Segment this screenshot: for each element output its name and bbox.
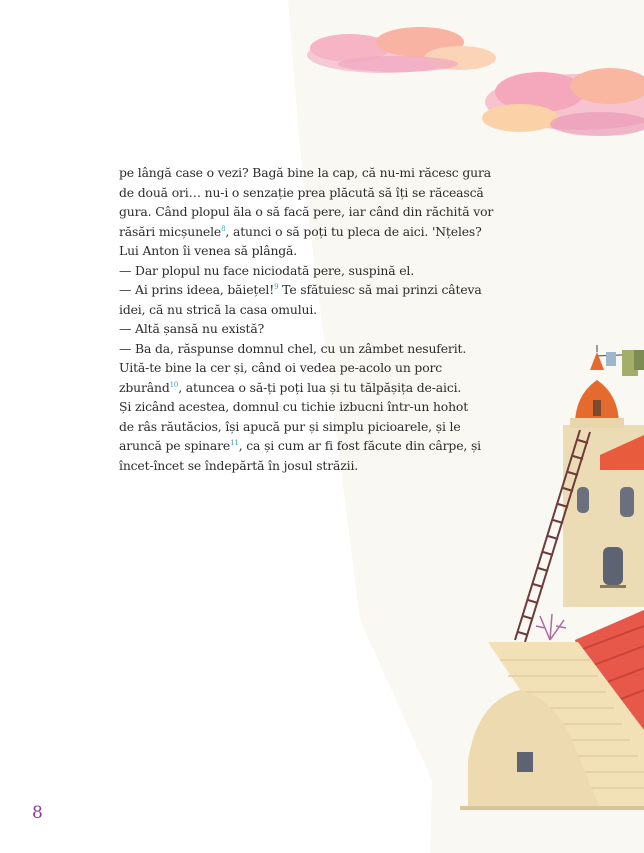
text-line: aruncă pe spinare$^{11}$, ca și cum ar fi fost făcute din cârpe, și — [119, 438, 481, 453]
text-line: Uită-te bine la cer și, când oi vedea pe-acolo un porc — [119, 360, 443, 375]
text-line: — Ba da, răspunse domnul chel, cu un zâmbet nesuferit. — [119, 340, 467, 356]
text-line: de râs răutăcios, își apucă pur și simplu picioarele, și le — [119, 418, 461, 434]
footnote-marker[interactable]: 9 — [274, 282, 279, 291]
text-line: zburând$^{10}$, atuncea o să-ți poți lua și tu tălpășița de-aici. — [119, 379, 462, 395]
text-line: — Altă șansă nu există? — [119, 321, 265, 336]
text-line: de două ori… nu-i o senzație prea plăcută să îți se răcească — [119, 184, 484, 200]
text-line: Și zicând acestea, domnul cu tichie izbucni într-un hohot — [119, 399, 469, 414]
text-line: răsări micșunele$^8$, atunci o să poți tu pleca de aici. 'Nțeles? — [119, 223, 482, 239]
text-line: gura. Când plopul ăla o să facă pere, iar când din răchită vor — [119, 204, 494, 219]
text-line: Lui Anton îi venea să plângă. — [119, 243, 298, 258]
footnote-marker[interactable]: 10 — [169, 380, 179, 389]
text-line: — Ai prins ideea, băiețel!$^9$ Te sfătuiesc să mai prinzi câteva — [119, 282, 482, 297]
text-line: idei, că nu strică la casa omului. — [119, 301, 317, 317]
story-text — [119, 163, 494, 475]
page-number: 8 — [32, 803, 43, 823]
footnote-marker[interactable]: 8 — [221, 224, 226, 233]
text-line: încet-încet se îndepărtă în josul străzii. — [119, 457, 359, 473]
text-line: pe lângă case o vezi? Bagă bine la cap, că nu-mi răcesc gura — [119, 165, 491, 180]
text-line: — Dar plopul nu face niciodată pere, suspină el. — [119, 262, 415, 278]
footnote-marker[interactable]: 11 — [230, 438, 239, 447]
